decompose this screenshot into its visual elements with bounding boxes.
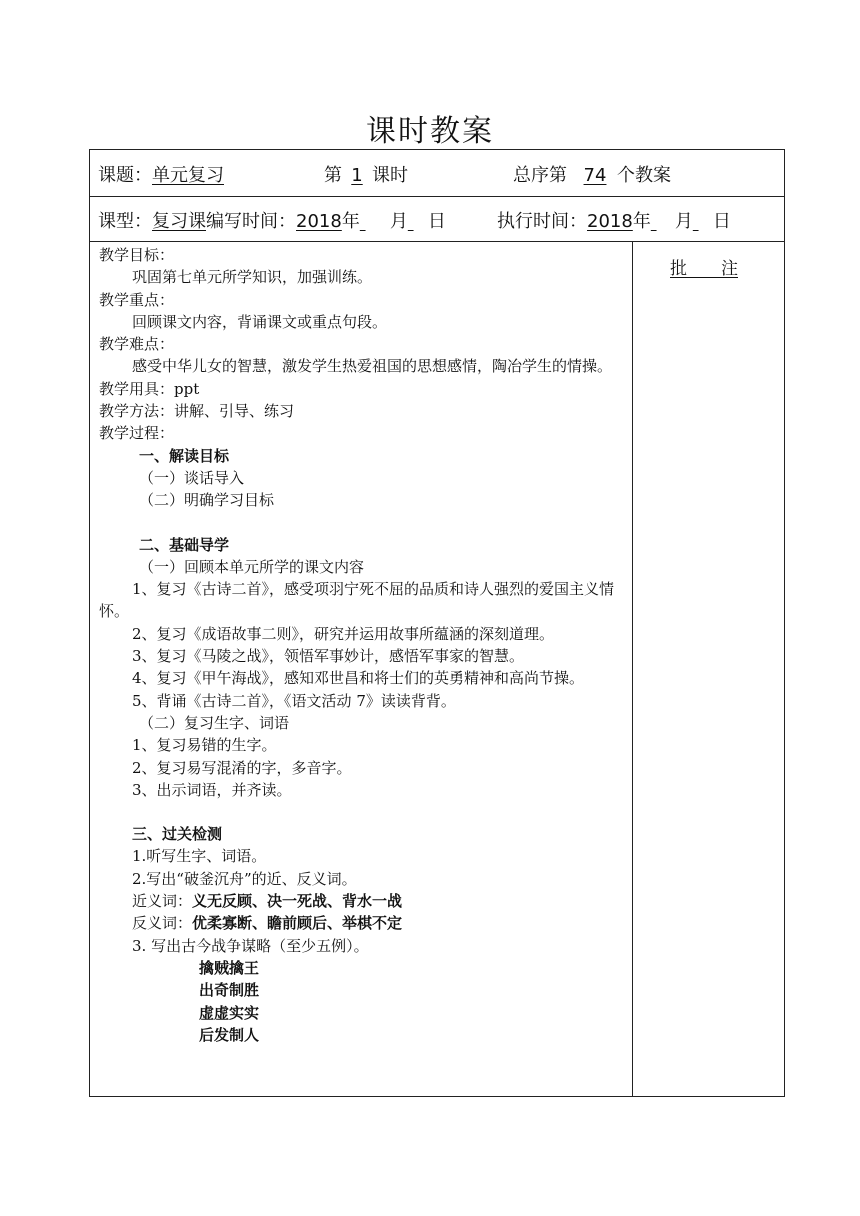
topic-value: 单元复习 [152, 165, 224, 186]
page-title: 课时教案 [366, 114, 494, 149]
period-suffix: 课时 [372, 165, 408, 186]
period-number: 1 [351, 165, 363, 186]
section-1-item: （二）明确学习目标 [139, 491, 275, 510]
section-3-title: 三、过关检测 [132, 825, 223, 844]
header-row-type [90, 196, 784, 242]
seq-prefix: 总序第 [513, 165, 567, 186]
section-2-item: 2、复习《成语故事二则》，研究并运用故事所蕴涵的深刻道理。 [132, 624, 555, 643]
section-1-title: 一、解读目标 [139, 446, 230, 465]
period-prefix: 第 [324, 165, 342, 186]
section-2-item: 4、复习《甲午海战》，感知邓世昌和将士们的英勇精神和高尚节操。 [132, 669, 585, 688]
antonyms-line [99, 912, 629, 934]
antonyms-value: 优柔寡断、瞻前顾后、举棋不定 [192, 914, 403, 933]
section-2-item2: 2、复习易写混淆的字，多音字。 [132, 758, 352, 777]
seq-suffix: 个教案 [617, 165, 671, 186]
exec-time-label: 执行时间： [497, 211, 587, 232]
topic-label: 课题： [98, 165, 152, 186]
section-2-item: 5、背诵《古诗二首》，《语文活动 7》读读背背。 [132, 691, 456, 710]
synonyms-value: 义无反顾、决一死战、背水一战 [192, 892, 403, 911]
synonyms-label: 近义词： [132, 892, 193, 911]
process-label: 教学过程： [99, 424, 175, 443]
exec-month-blank [651, 211, 675, 232]
difficulty-text: 感受中华儿女的智慧，激发学生热爱祖国的思想感情，陶冶学生的情操。 [132, 357, 613, 376]
type-line [98, 207, 446, 233]
exec-day-char: 日 [712, 211, 731, 232]
section-1-item: （一）谈话导入 [139, 468, 245, 487]
section-2-title: 二、基础导学 [139, 535, 230, 554]
section-2-item: 3、复习《马陵之战》，领悟军事妙计，感悟军事家的智慧。 [132, 647, 525, 666]
exec-line [497, 207, 731, 233]
focus-label: 教学重点： [99, 290, 175, 309]
section-3-item: 2.写出“破釜沉舟”的近、反义词。 [132, 869, 357, 888]
lesson-content [99, 244, 629, 1046]
strategy-item: 后发制人 [199, 1025, 260, 1044]
strategy-item: 出奇制胜 [199, 981, 260, 1000]
section-2-item: 1、复习《古诗二首》，感受项羽宁死不屈的品质和诗人强烈的爱国主义情怀。 [99, 580, 615, 621]
difficulty-label: 教学难点： [99, 335, 175, 354]
antonyms-label: 反义词： [132, 914, 193, 933]
topic-line [98, 161, 408, 187]
write-day-blank [408, 211, 428, 232]
goal-text: 巩固第七单元所学知识，加强训练。 [132, 268, 373, 287]
tools-line: 教学用具：ppt [99, 379, 200, 398]
write-month-blank [360, 211, 390, 232]
lesson-plan-table [89, 149, 785, 1097]
exec-day-blank [693, 211, 713, 232]
section-3-item: 3. 写出古今战争谋略（至少五例）。 [132, 936, 369, 955]
type-value: 复习课 [152, 211, 206, 232]
section-2-item2: 1、复习易错的生字。 [132, 736, 277, 755]
strategy-item: 擒贼擒王 [199, 958, 260, 977]
exec-month-char: 月 [674, 211, 693, 232]
write-year: 2018 [296, 211, 342, 232]
section-2-sub1: （一）回顾本单元所学的课文内容 [139, 557, 365, 576]
strategy-item: 虚虚实实 [199, 1003, 260, 1022]
goal-label: 教学目标： [99, 246, 175, 264]
write-month-char: 月 [389, 211, 408, 232]
methods-line: 教学方法：讲解、引导、练习 [99, 402, 295, 421]
type-label: 课型： [98, 211, 152, 232]
section-3-item: 1.听写生字、词语。 [132, 847, 267, 866]
header-row-topic [90, 150, 784, 197]
annotation-header: 批 注 [670, 259, 738, 279]
exec-year-char: 年 [632, 211, 651, 232]
seq-number: 74 [583, 165, 607, 186]
focus-text: 回顾课文内容，背诵课文或重点句段。 [132, 312, 388, 331]
sequence-line [513, 161, 671, 187]
synonyms-line [99, 890, 629, 912]
write-time-label: 编写时间： [206, 211, 296, 232]
exec-year: 2018 [587, 211, 633, 232]
write-day-char: 日 [427, 211, 446, 232]
write-year-char: 年 [341, 211, 360, 232]
section-2-sub2: （二）复习生字、词语 [139, 713, 290, 732]
section-2-item2: 3、出示词语，并齐读。 [132, 780, 292, 799]
column-divider [632, 241, 633, 1097]
